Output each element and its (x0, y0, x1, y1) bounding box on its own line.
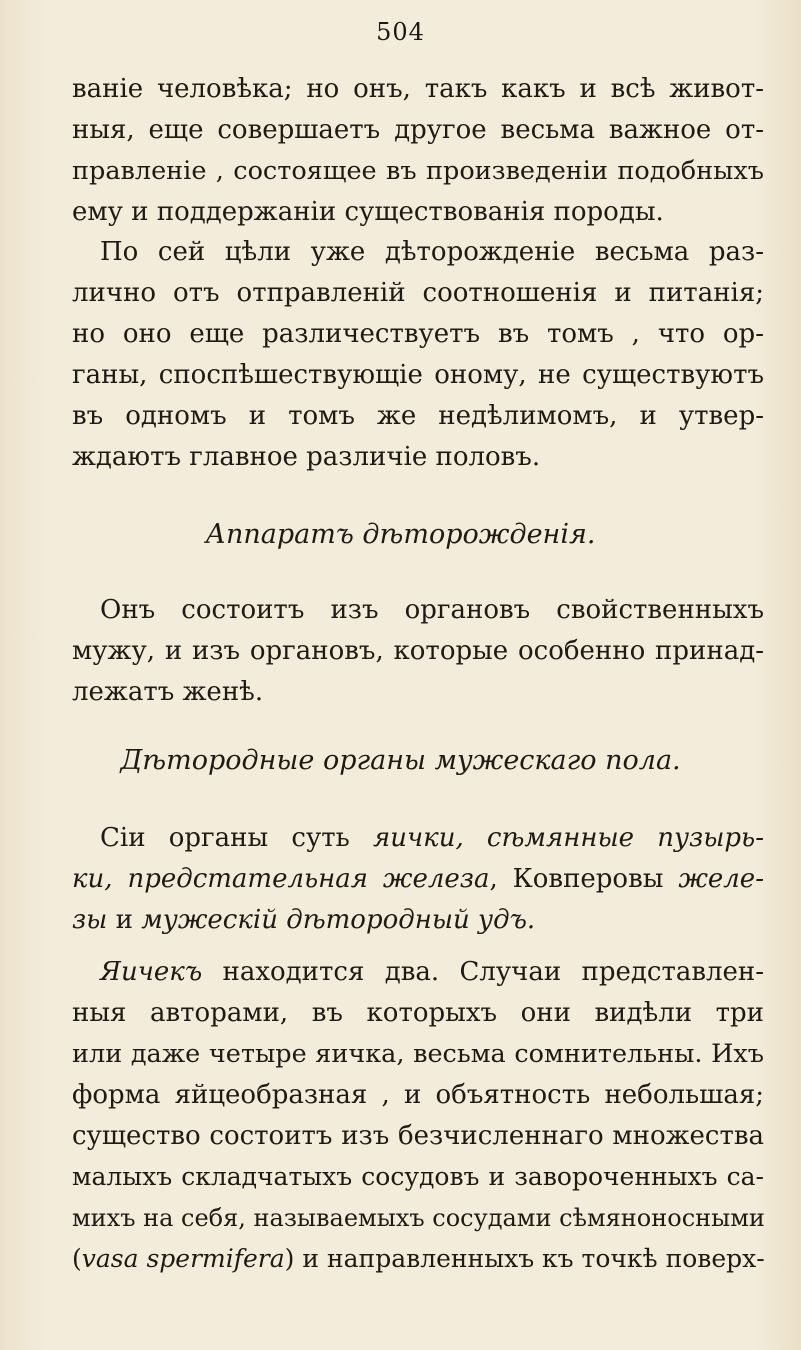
term-italic: ки (72, 864, 105, 894)
page-number: 504 (376, 18, 425, 46)
text-line: въ одномъ и томъ же недѣлимомъ, и утвер- (72, 401, 764, 431)
text-line: ждаютъ главное различіе половъ. (72, 442, 541, 472)
text-line (72, 903, 764, 937)
text-run: , Ковперовы (489, 864, 679, 894)
section-heading: Аппаратъ дѣторожденія. (205, 519, 596, 550)
text-line (100, 955, 764, 989)
text-line: ганы, споспѣшествующіе оному, не существуютъ (72, 360, 764, 390)
text-run: ( (72, 1244, 82, 1273)
term-italic: зы (72, 905, 108, 935)
text-run: Сіи органы суть (100, 823, 374, 853)
term-italic: желе- (678, 864, 764, 894)
text-line (72, 1242, 764, 1276)
text-line: ныя авторами, въ которыхъ они видѣли три (72, 998, 764, 1028)
text-line (72, 862, 764, 896)
text-run: ) и направленныхъ къ точкѣ поверх- (284, 1244, 765, 1273)
text-run: и (107, 905, 142, 935)
text-line: мужу, и изъ органовъ, которые особенно принад- (72, 636, 764, 666)
term-italic: мужескій дѣтородный удъ. (141, 905, 536, 935)
text-line: лежатъ женѣ. (72, 677, 264, 707)
term-italic: предстательная железа (127, 864, 490, 894)
term-italic: яички (373, 823, 456, 853)
text-run: , (104, 864, 128, 894)
text-line: лично отъ отправленій соотношенія и питанія; (72, 278, 764, 308)
text-line: малыхъ складчатыхъ сосудовъ и завороченныхъ са- (72, 1162, 764, 1191)
text-line: михъ на себя, называемыхъ сосудами сѣмяноносными (72, 1204, 765, 1232)
text-line: форма яйцеобразная , и объятность небольшая; (72, 1080, 764, 1110)
text-line (100, 821, 764, 855)
text-run: , (455, 823, 487, 853)
text-line: ему и поддержаніи существованія породы. (72, 197, 664, 227)
text-line: По сей цѣли уже дѣторожденіе весьма раз- (100, 237, 764, 267)
subsection-heading: Дѣтородные органы мужескаго пола. (120, 745, 681, 776)
text-line: ныя, еще совершаетъ другое весьма важное от- (72, 115, 764, 145)
text-line: Онъ состоитъ изъ органовъ свойственныхъ (100, 595, 764, 625)
term-italic: сѣмянные пузырь- (486, 823, 764, 853)
text-line: ваніе человѣка; но онъ, такъ какъ и всѣ живот- (72, 74, 764, 104)
text-line: существо состоитъ изъ безчисленнаго множества (72, 1121, 764, 1151)
text-run: находится два. Случаи представлен- (202, 957, 764, 987)
latin-term: vasa spermifera (81, 1244, 285, 1273)
text-line: но оно еще различествуетъ въ томъ , что ор- (72, 319, 764, 349)
term-italic: Яичекъ (100, 957, 203, 987)
text-line: или даже четыре яичка, весьма сомнительны. Ихъ (72, 1039, 764, 1069)
text-line: правленіе , состоящее въ произведеніи подобныхъ (72, 156, 764, 186)
